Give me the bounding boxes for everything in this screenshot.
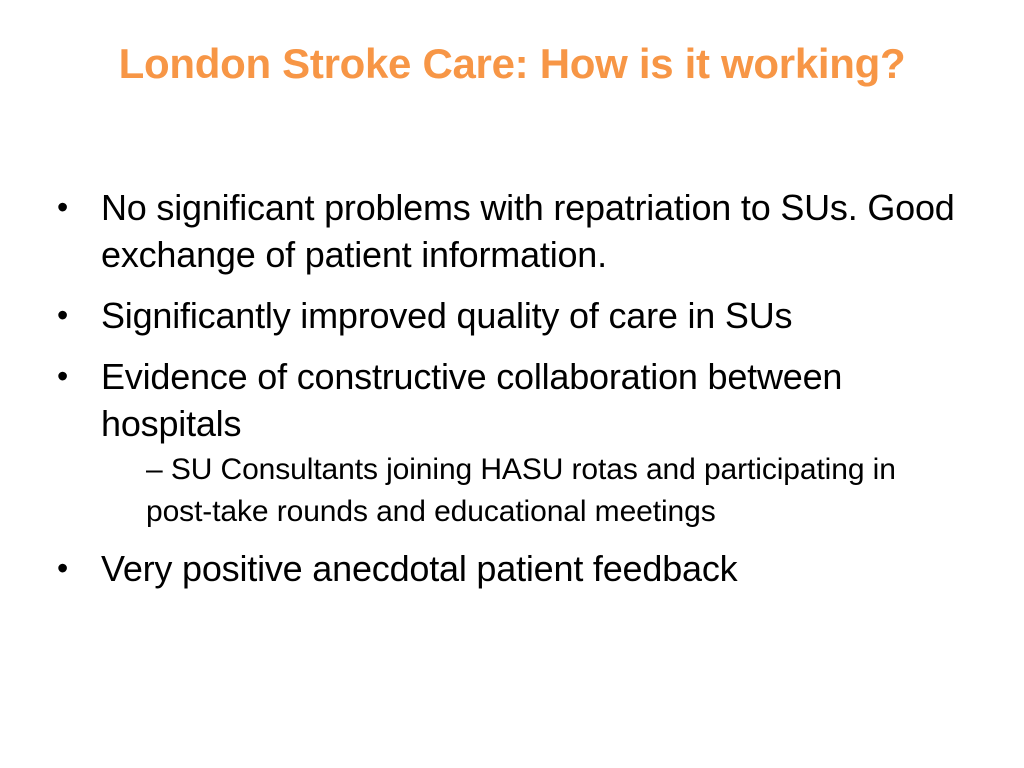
bullet-text: Very positive anecdotal patient feedback xyxy=(101,548,738,589)
slide-content xyxy=(56,184,956,606)
slide-title: London Stroke Care: How is it working? xyxy=(118,40,906,87)
bullet-item xyxy=(56,545,956,592)
bullet-marker: • xyxy=(57,189,69,225)
sub-bullet-text: – SU Consultants joining HASU rotas and participating in post-take rounds and educational meetings xyxy=(146,453,896,528)
bullet-item xyxy=(56,184,956,278)
bullet-text: Evidence of constructive collaboration between hospitals xyxy=(101,356,843,444)
bullet-text: Significantly improved quality of care in SUs xyxy=(101,295,793,336)
bullet-item xyxy=(56,292,956,339)
bullet-marker: • xyxy=(57,297,69,333)
bullet-marker: • xyxy=(57,358,69,394)
bullet-text: No significant problems with repatriation to SUs. Good exchange of patient information. xyxy=(101,187,955,275)
sub-bullet-item xyxy=(146,449,966,533)
bullet-item xyxy=(56,353,956,447)
bullet-marker: • xyxy=(57,550,69,586)
